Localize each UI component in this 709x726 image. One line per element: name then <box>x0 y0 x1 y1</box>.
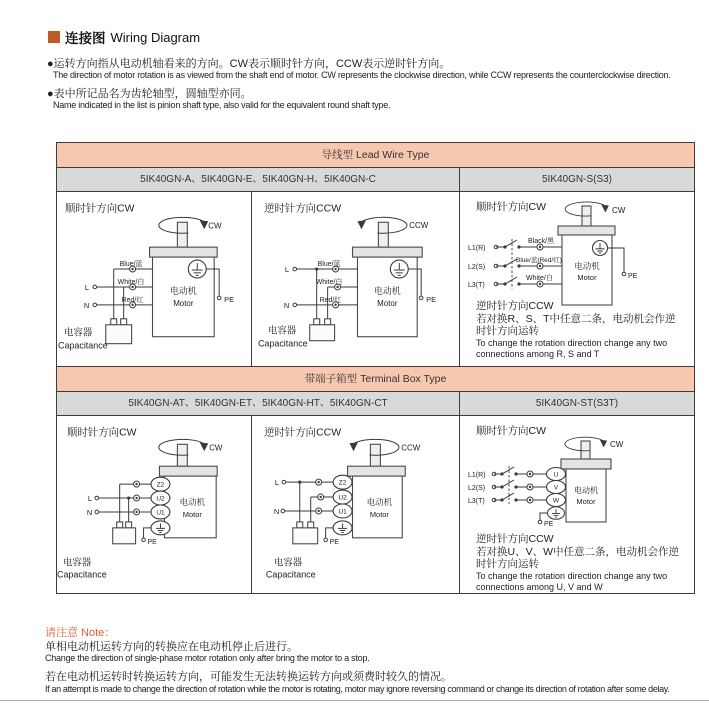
terminal-l-label: L <box>274 478 280 488</box>
cell-leadwire-cw <box>57 192 252 366</box>
direction-label: 顺时针方向CW <box>476 201 546 213</box>
terminal-l1r-label: L1(R) <box>468 245 486 252</box>
terminal-l3t-label: L3(T) <box>468 498 485 505</box>
intro-bullet-2-en: Name indicated in the list is pinion shaft type, also valid for the equivalent round shaft type. <box>53 100 391 110</box>
note-en-line1: To change the rotation direction change any two <box>476 338 668 348</box>
cw-label: CW <box>610 440 624 449</box>
wiring <box>284 259 358 319</box>
diagram-terminalbox-ccw <box>252 416 459 593</box>
capacitor <box>57 522 136 580</box>
terminal-box-models: 5IK40GN-AT、5IK40GN-ET、5IK40GN-HT、5IK40GN-CT <box>57 392 460 415</box>
footer-note-zh2: 若在电动机运转时转换运转方向，可能发生无法转换运转方向或须费时较久的情况。 <box>45 671 452 683</box>
lead-wire-section-header: 导线型 Lead Wire Type <box>57 143 694 168</box>
ground-icon <box>593 241 608 256</box>
pe-label: PE <box>329 538 339 546</box>
note-en-line2: connections among U, V and W <box>476 582 603 592</box>
cw-label: CW <box>612 206 626 215</box>
terminal-l1r-label: L1(R) <box>468 472 486 479</box>
terminal-block <box>538 468 565 529</box>
wire-red-label: Red/红 <box>121 296 144 304</box>
capacitor <box>258 319 335 349</box>
wire-blue-red-label: Blue/蓝(Red/红) <box>516 257 562 264</box>
lead-wire-models: 5IK40GN-A、5IK40GN-E、5IK40GN-H、5IK40GN-C <box>57 168 460 191</box>
motor-label-zh: 电动机 <box>373 285 401 296</box>
diagram-leadwire-s3 <box>460 192 694 366</box>
reverse-note <box>476 299 676 359</box>
title-bullet-square <box>48 31 60 43</box>
footer-note-heading: 请注意 Note： <box>45 627 116 639</box>
wire-white-label: White/白 <box>315 278 343 286</box>
capacitor-label-zh: 电容器 <box>273 557 303 569</box>
motor-label-zh: 电动机 <box>179 496 205 507</box>
terminal-box-section-header: 带端子箱型 Terminal Box Type <box>57 367 694 392</box>
direction-label: 顺时针方向CW <box>476 425 546 437</box>
wire-blue-label: Blue/蓝 <box>317 261 341 269</box>
ccw-label: CCW <box>401 443 421 453</box>
cell-leadwire-s3 <box>460 192 694 366</box>
wire-white-label: White/白 <box>526 275 553 282</box>
footer-note-zh1: 单相电动机运转方向的转换应在电动机停止后进行。 <box>45 641 298 653</box>
capacitor-label-en: Capacitance <box>265 569 316 580</box>
motor <box>353 217 429 336</box>
intro-bullet-1-zh: ●运转方向指从电动机轴看来的方向。CW表示顺时针方向，CCW表示逆时针方向。 <box>47 58 451 70</box>
footer-note-en2: If an attempt is made to change the direction of rotation while the motor is rotating, motor may ignore reversing command or change its direction of rotation after some delay. <box>45 684 670 694</box>
lead-wire-diagram-row <box>57 192 694 367</box>
lead-wire-model-row <box>57 168 694 192</box>
motor-label-zh: 电动机 <box>574 261 600 271</box>
note-en-line1: To change the rotation direction change any two <box>476 571 668 581</box>
diagram-leadwire-cw <box>57 192 251 366</box>
capacitor-label-en: Capacitance <box>57 569 107 580</box>
note-zh-line1: 若对换U、V、W中任意二条，电动机会作逆 <box>476 546 679 558</box>
motor-label-en: Motor <box>173 298 194 308</box>
motor-label-en: Motor <box>182 509 202 519</box>
intro-bullet-2-zh: ●表中所记品名为齿轮轴型，圆轴型亦同。 <box>47 88 252 100</box>
wire-blue-label: Blue/蓝 <box>119 261 143 269</box>
wiring <box>468 236 562 289</box>
terminal-n-label: N <box>283 300 290 310</box>
capacitor-label-zh: 电容器 <box>63 327 93 339</box>
motor <box>348 439 421 537</box>
terminal-v-label: V <box>553 484 559 492</box>
note-en-line2: connections among R, S and T <box>476 349 600 359</box>
motor-label-en: Motor <box>369 509 389 519</box>
direction-label: 顺时针方向CW <box>66 427 137 439</box>
terminal-l-label: L <box>84 282 90 292</box>
ground-icon <box>151 521 170 535</box>
motor <box>150 217 222 336</box>
capacitor-label-zh: 电容器 <box>267 325 297 337</box>
cell-terminalbox-s3t <box>460 416 694 593</box>
terminal-u-label: U <box>553 471 559 479</box>
motor <box>558 202 626 305</box>
capacitor <box>58 319 132 351</box>
terminal-u1-label: U1 <box>156 509 165 517</box>
note-ccw-heading: 逆时针方向CCW <box>476 533 554 545</box>
wire-red-label: Red/红 <box>319 296 342 304</box>
motor-label-en: Motor <box>377 298 398 308</box>
ground-icon <box>547 507 564 520</box>
diagram-leadwire-ccw <box>252 192 459 366</box>
ground-icon <box>333 521 352 535</box>
wiring <box>468 466 547 505</box>
note-zh-line2: 时针方向运转 <box>476 558 539 570</box>
page-title <box>48 27 200 47</box>
terminal-z2-label: Z2 <box>156 481 165 489</box>
cell-leadwire-ccw <box>252 192 460 366</box>
terminal-l3t-label: L3(T) <box>468 282 485 289</box>
pe-label: PE <box>628 273 638 280</box>
terminal-l2s-label: L2(S) <box>468 264 486 271</box>
pe-label: PE <box>224 294 235 304</box>
terminal-z2-label: Z2 <box>338 479 347 487</box>
ground-icon <box>188 260 206 278</box>
pe-label: PE <box>544 521 554 528</box>
page-title-en: Wiring Diagram <box>110 29 201 45</box>
motor-label-zh: 电动机 <box>574 486 598 495</box>
ccw-label: CCW <box>409 221 429 231</box>
wire-black-label: Black/黑 <box>528 238 555 245</box>
terminal-n-label: N <box>83 300 90 310</box>
direction-label: 逆时针方向CCW <box>263 203 342 215</box>
cell-terminalbox-cw <box>57 416 252 593</box>
terminal-u1-label: U1 <box>338 508 347 516</box>
capacitor-label-en: Capacitance <box>257 338 308 349</box>
motor-label-en: Motor <box>576 497 596 506</box>
lead-wire-models-s3: 5IK40GN-S(S3) <box>541 174 613 185</box>
pe-label: PE <box>426 294 437 304</box>
footer-note-en1: Change the direction of single-phase motor rotation only after bring the motor to a stop. <box>45 653 370 663</box>
note-zh-line2: 时针方向运转 <box>476 325 539 337</box>
bottom-divider <box>0 700 709 701</box>
intro-bullet-1-en: The direction of motor rotation is as viewed from the shaft end of motor. CW represents the clockwise direction, while CCW represents the counterclockwise direction. <box>53 70 671 80</box>
terminal-n-label: N <box>86 507 93 517</box>
wiring <box>87 481 151 522</box>
reverse-note <box>476 532 679 592</box>
motor-label-zh: 电动机 <box>366 496 393 507</box>
terminal-w-label: W <box>552 497 560 505</box>
cw-label: CW <box>208 221 222 231</box>
direction-label: 逆时针方向CCW <box>263 427 342 439</box>
note-ccw-heading: 逆时针方向CCW <box>476 300 554 312</box>
terminal-box-models-s3t: 5IK40GN-ST(S3T) <box>535 398 619 409</box>
terminal-box-model-row <box>57 392 694 416</box>
wiring <box>274 478 333 522</box>
wire-white-label: White/白 <box>117 278 145 286</box>
wiring-table <box>56 142 695 594</box>
motor-label-en: Motor <box>577 273 597 282</box>
direction-label: 顺时针方向CW <box>64 203 135 215</box>
capacitor <box>266 522 318 580</box>
capacitor-label-en: Capacitance <box>57 340 108 351</box>
terminal-box-diagram-row <box>57 416 694 593</box>
motor-label-zh: 电动机 <box>169 285 197 296</box>
terminal-l-label: L <box>87 494 92 504</box>
diagram-terminalbox-cw <box>57 416 251 593</box>
motor <box>561 437 624 522</box>
cw-label: CW <box>209 443 223 453</box>
terminal-l-label: L <box>284 265 289 275</box>
cell-terminalbox-ccw <box>252 416 460 593</box>
page-title-zh: 连接图 <box>65 31 106 46</box>
pe-label: PE <box>147 538 157 546</box>
terminal-u2-label: U2 <box>156 495 165 503</box>
terminal-l2s-label: L2(S) <box>468 485 486 492</box>
capacitor-label-zh: 电容器 <box>62 557 92 569</box>
note-zh-line1: 若对换R、S、T中任意二条，电动机会作逆 <box>476 313 676 325</box>
ground-icon <box>390 260 408 278</box>
terminal-n-label: N <box>273 506 280 516</box>
terminal-u2-label: U2 <box>338 494 347 502</box>
diagram-terminalbox-s3t <box>460 416 694 593</box>
wiring <box>84 259 153 319</box>
